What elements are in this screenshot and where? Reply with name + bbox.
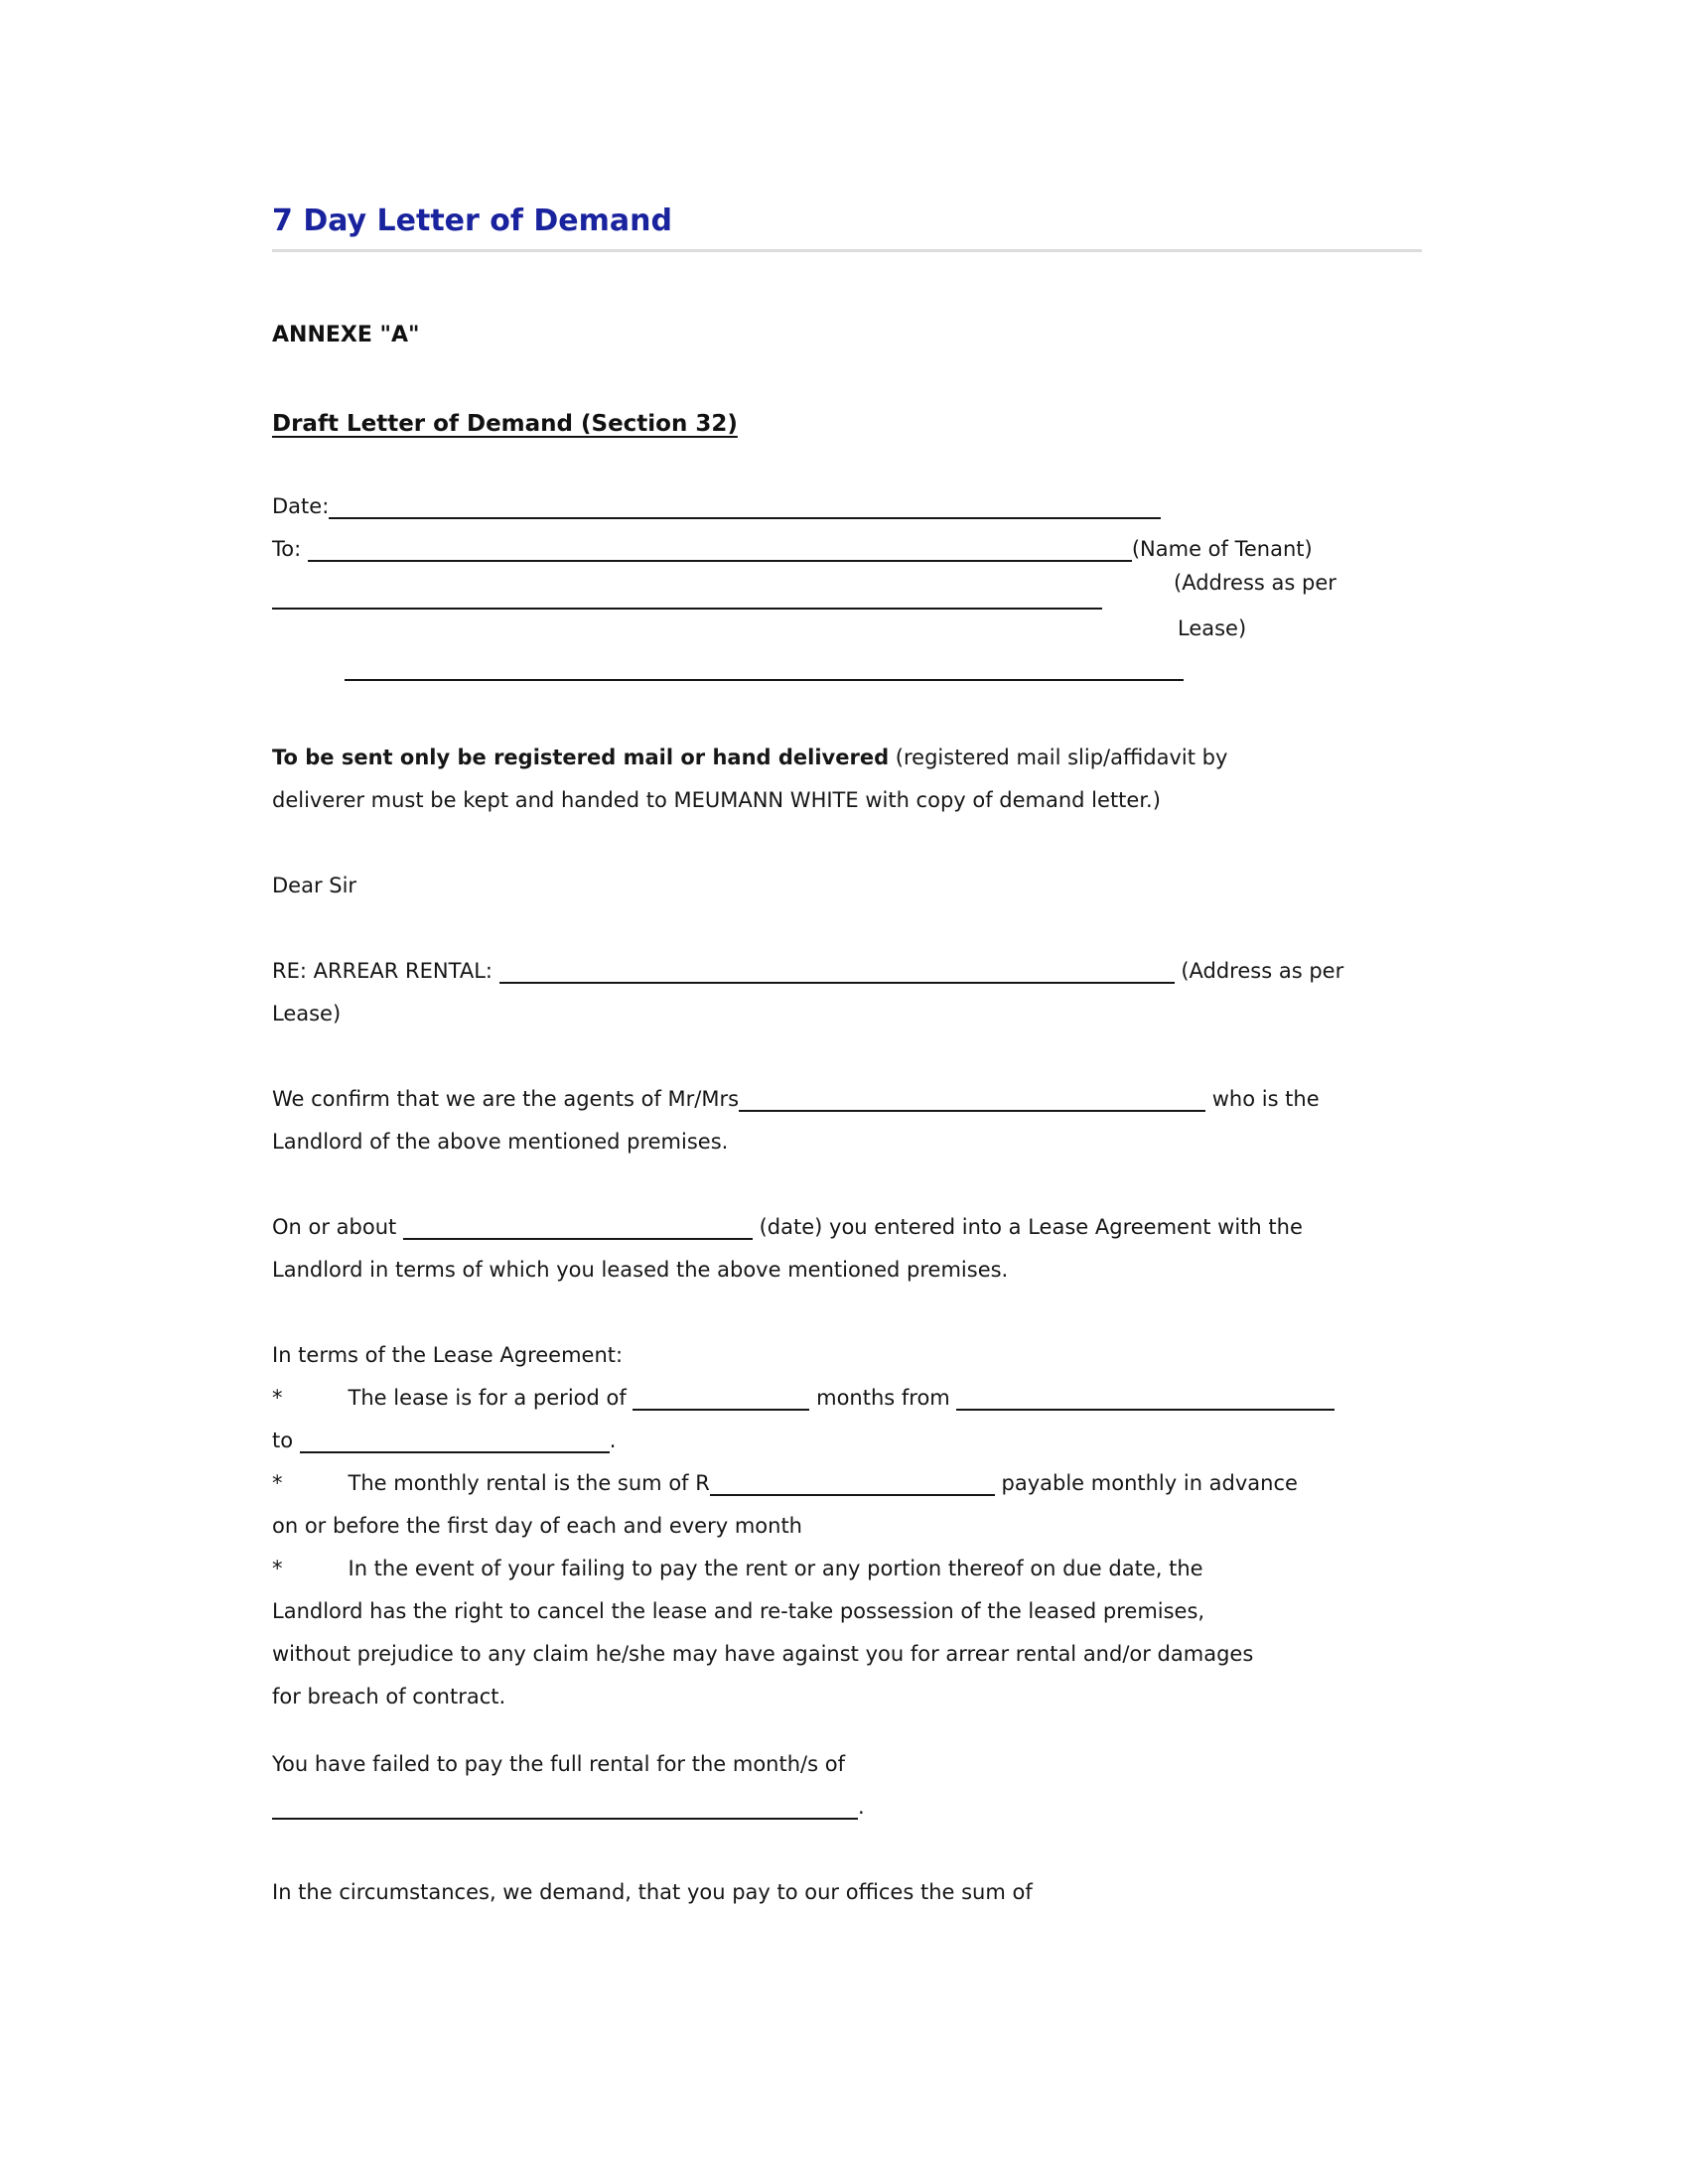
agents-text-after: who is the xyxy=(1205,1087,1320,1111)
rental-amount-blank-line xyxy=(710,1479,995,1496)
term-item-rental xyxy=(272,1462,1394,1548)
annexe-heading: ANNEXE "A" xyxy=(272,323,420,347)
date-label: Date: xyxy=(272,494,330,518)
term-period-to-label: to xyxy=(272,1429,300,1452)
lease-to-blank-line xyxy=(300,1436,610,1453)
re-subject-line xyxy=(272,950,1394,1035)
term-item-default xyxy=(272,1548,1394,1718)
page-title: 7 Day Letter of Demand xyxy=(272,204,1422,252)
name-of-tenant-label: (Name of Tenant) xyxy=(1131,537,1313,561)
document-page xyxy=(272,0,1394,1914)
landlord-name-blank-line xyxy=(739,1095,1205,1112)
terms-intro: In terms of the Lease Agreement: xyxy=(272,1343,624,1367)
lease-from-blank-line xyxy=(956,1394,1335,1411)
tenant-address-lines xyxy=(272,571,1394,700)
term-period-fullstop: . xyxy=(609,1429,617,1452)
on-or-about-label: On or about xyxy=(272,1215,403,1239)
sending-note-rest: (registered mail slip/affidavit by xyxy=(889,746,1228,769)
term-period-text-a: The lease is for a period of xyxy=(348,1386,633,1410)
draft-heading xyxy=(272,409,1394,439)
demand-paragraph: In the circumstances, we demand, that you pay to our offices the sum of xyxy=(272,1880,1033,1904)
sending-note xyxy=(272,737,1394,822)
date-blank-line xyxy=(329,502,1161,519)
failed-rental-paragraph xyxy=(272,1743,1394,1829)
term-rental-text-b: payable monthly in advance xyxy=(994,1471,1298,1495)
failed-rental-fullstop: . xyxy=(858,1795,865,1819)
to-label: To: xyxy=(272,537,308,561)
agents-paragraph xyxy=(272,1078,1394,1163)
lease-start-after: (date) you entered into a Lease Agreement with the xyxy=(752,1215,1303,1239)
arrear-rental-blank-line xyxy=(499,967,1175,984)
lease-start-paragraph xyxy=(272,1206,1394,1292)
re-label: RE: ARREAR RENTAL: xyxy=(272,959,499,983)
term-default-line3: without prejudice to any claim he/she may have against you for arrear rental and/or damages xyxy=(272,1642,1254,1666)
re-lease-label: Lease) xyxy=(272,1002,342,1025)
bullet-marker: * xyxy=(272,1557,283,1580)
lease-date-blank-line xyxy=(403,1223,753,1240)
agents-text-line2: Landlord of the above mentioned premises. xyxy=(272,1130,729,1154)
term-rental-text-a: The monthly rental is the sum of R xyxy=(348,1471,710,1495)
address-blank-line-2 xyxy=(345,679,1184,681)
lease-start-line2: Landlord in terms of which you leased the above mentioned premises. xyxy=(272,1258,1009,1282)
lease-label: Lease) xyxy=(1178,616,1247,640)
term-item-period xyxy=(272,1377,1394,1462)
bullet-marker: * xyxy=(272,1471,283,1495)
address-blank-line-1 xyxy=(272,608,1102,610)
sending-note-bold: To be sent only be registered mail or hand delivered xyxy=(272,746,890,769)
months-blank-line xyxy=(272,1803,858,1820)
draft-heading-text: Draft Letter of Demand (Section 32) xyxy=(272,411,738,437)
term-default-line1: In the event of your failing to pay the rent or any portion thereof on due date, the xyxy=(348,1557,1203,1580)
tenant-name-blank-line xyxy=(308,545,1132,562)
term-default-line4: for breach of contract. xyxy=(272,1685,506,1708)
failed-rental-text: You have failed to pay the full rental for the month/s of xyxy=(272,1752,845,1776)
period-months-blank-line xyxy=(633,1394,809,1411)
address-as-per-label: (Address as per xyxy=(1174,571,1336,595)
term-period-text-b: months from xyxy=(809,1386,957,1410)
agents-text-before: We confirm that we are the agents of Mr/Mrs xyxy=(272,1087,740,1111)
bullet-marker: * xyxy=(272,1386,283,1410)
date-row xyxy=(272,485,1394,528)
to-row xyxy=(272,528,1394,571)
address-block xyxy=(272,485,1394,700)
term-rental-line2: on or before the first day of each and every month xyxy=(272,1514,802,1538)
salutation: Dear Sir xyxy=(272,874,357,897)
term-default-line2: Landlord has the right to cancel the lease and re-take possession of the leased premises, xyxy=(272,1599,1205,1623)
sending-note-line2: deliverer must be kept and handed to MEUMANN WHITE with copy of demand letter.) xyxy=(272,788,1161,812)
re-address-as-per: (Address as per xyxy=(1174,959,1344,983)
